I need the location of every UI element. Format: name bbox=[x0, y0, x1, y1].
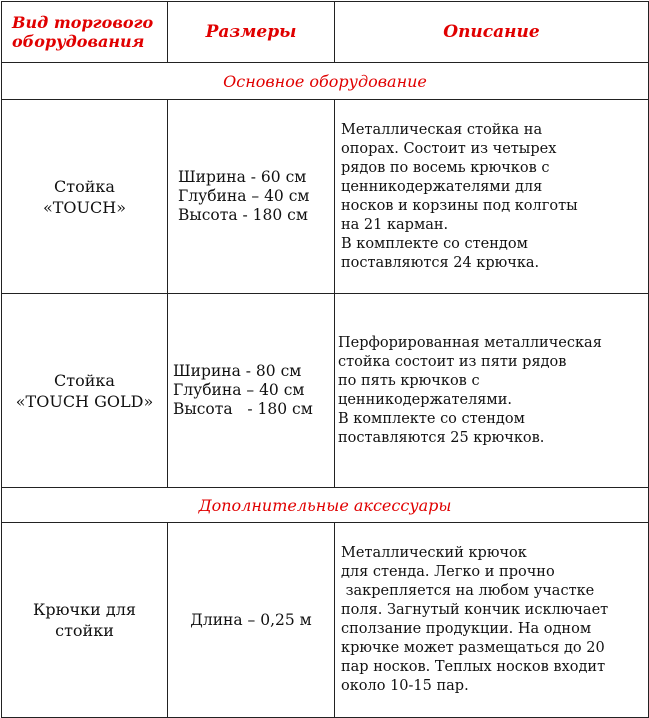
description-line: опорах. Состоит из четырех bbox=[341, 140, 557, 157]
item-name-line: Крючки для bbox=[33, 600, 136, 619]
item-sizes-cell bbox=[168, 523, 335, 718]
description-line: В комплекте со стендом bbox=[338, 410, 525, 427]
description-line: около 10-15 пар. bbox=[341, 678, 469, 694]
description-line: по пять крючков с bbox=[338, 372, 480, 389]
description-line: крючке может размещаться до 20 bbox=[341, 640, 605, 656]
table-row bbox=[2, 100, 649, 294]
item-name-cell bbox=[2, 294, 168, 488]
item-name-line: Стойка bbox=[54, 176, 115, 196]
description-line: на 21 карман. bbox=[341, 216, 449, 233]
size-line: Ширина - 60 см bbox=[178, 168, 307, 186]
description-line: Металлический крючок bbox=[341, 545, 527, 561]
item-sizes-cell bbox=[168, 294, 335, 488]
item-name-line: стойки bbox=[55, 621, 114, 640]
description-line: поставляются 24 крючка. bbox=[341, 254, 540, 271]
description-line: поля. Загнутый кончик исключает bbox=[341, 602, 609, 618]
section-row-main bbox=[2, 63, 649, 100]
equipment-table bbox=[1, 1, 649, 718]
description-line: сползание продукции. На одном bbox=[341, 621, 592, 637]
header-equipment-type bbox=[2, 2, 168, 63]
item-sizes-cell bbox=[168, 100, 335, 294]
section-title-accessories: Дополнительные аксессуары bbox=[2, 488, 649, 523]
size-line: Длина – 0,25 м bbox=[190, 610, 312, 629]
header-type-line-1: Вид торгового bbox=[12, 13, 154, 32]
size-line: Глубина – 40 см bbox=[178, 187, 310, 205]
section-row-accessories bbox=[2, 488, 649, 523]
table-row bbox=[2, 294, 649, 488]
header-type-line-2: оборудования bbox=[12, 32, 145, 51]
description-line: закрепляется на любом участке bbox=[341, 583, 595, 599]
description-line: для стенда. Легко и прочно bbox=[341, 564, 555, 580]
item-name-line: «TOUCH» bbox=[42, 197, 127, 217]
description-line: ценникодержателями для bbox=[341, 178, 543, 195]
table-row bbox=[2, 523, 649, 718]
size-line: Высота - 180 см bbox=[173, 400, 313, 418]
size-line: Высота - 180 см bbox=[178, 206, 308, 224]
description-line: В комплекте со стендом bbox=[341, 235, 528, 252]
item-name-line: «TOUCH GOLD» bbox=[15, 391, 154, 411]
description-line: ценникодержателями. bbox=[338, 391, 512, 408]
item-name-cell bbox=[2, 523, 168, 718]
description-line: стойка состоит из пяти рядов bbox=[338, 353, 567, 370]
section-title-main: Основное оборудование bbox=[2, 63, 649, 100]
header-sizes: Размеры bbox=[168, 2, 335, 63]
item-name-cell bbox=[2, 100, 168, 294]
description-line: пар носков. Теплых носков входит bbox=[341, 659, 606, 675]
header-description: Описание bbox=[335, 2, 649, 63]
size-line: Глубина – 40 см bbox=[173, 381, 305, 399]
item-description-cell bbox=[335, 100, 649, 294]
item-description-cell bbox=[335, 523, 649, 718]
size-line: Ширина - 80 см bbox=[173, 362, 302, 380]
table-header-row bbox=[2, 2, 649, 63]
description-line: поставляются 25 крючков. bbox=[338, 429, 545, 446]
description-line: рядов по восемь крючков с bbox=[341, 159, 550, 176]
item-description-cell bbox=[335, 294, 649, 488]
description-line: носков и корзины под колготы bbox=[341, 197, 578, 214]
item-name-line: Стойка bbox=[54, 370, 115, 390]
description-line: Металлическая стойка на bbox=[341, 121, 543, 138]
description-line: Перфорированная металлическая bbox=[338, 334, 602, 351]
